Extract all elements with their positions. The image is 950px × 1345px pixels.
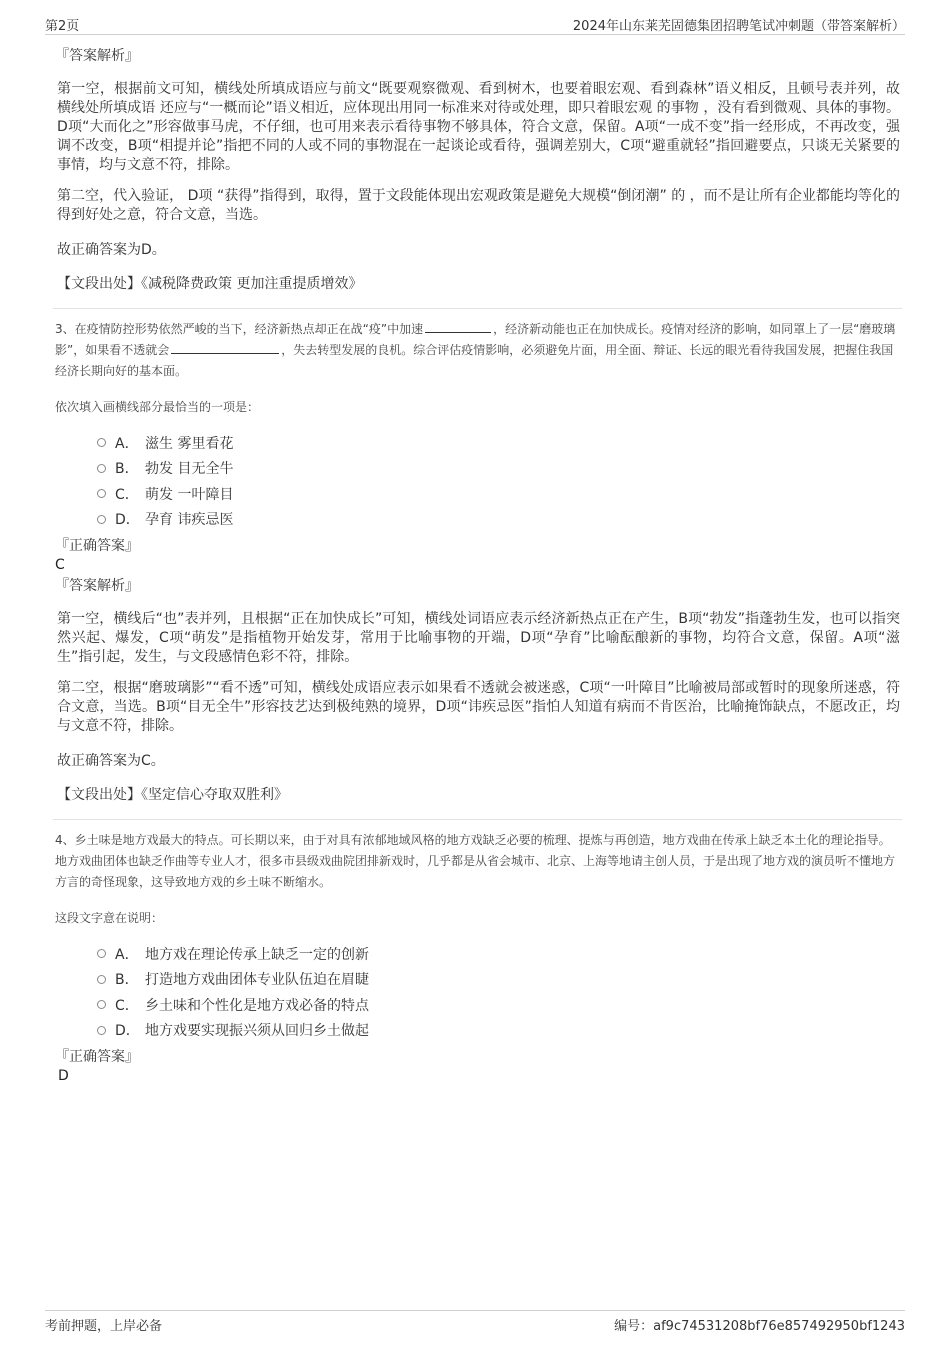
option-text: 滋生 雾里看花 [145, 435, 234, 452]
q4-option-a[interactable] [97, 941, 900, 967]
document-title: 2024年山东莱芜固德集团招聘笔试冲刺题（带答案解析） [572, 19, 905, 34]
option-text: 打造地方戏曲团体专业队伍迫在眉睫 [145, 972, 369, 989]
option-text: 乡土味和个性化是地方戏必备的特点 [145, 997, 369, 1014]
option-letter: A． [115, 946, 139, 963]
q2-conclusion: 故正确答案为D。 [57, 242, 166, 258]
q4-answer-label: 『正确答案』 [55, 1049, 139, 1065]
q4-option-c[interactable] [97, 992, 900, 1018]
q3-source: 【文段出处】《坚定信心夺取双胜利》 [57, 787, 288, 803]
q3-option-d[interactable] [97, 507, 900, 533]
option-letter: C． [115, 486, 139, 503]
footer-slogan: 考前押题，上岸必备 [45, 1319, 163, 1334]
footer-code-label: 编号： [614, 1319, 654, 1334]
q3-analysis-para1: 第一空，横线后“也”表并列，且根据“正在加快成长”可知，横线处词语应表示经济新热点正在产生，B项“勃发”指蓬勃生发，也可以指突然兴起、爆发，C项“萌发”是指植物开始发芽，常用于比喻事物的开端，D项“孕育”比喻酝酿新的事物，均符合文意，保留。A项“滋生”指引起，发生，与文段感情色彩不符，排除。 [57, 611, 900, 665]
option-letter: B． [115, 461, 139, 478]
q2-analysis-para2: 第二空，代入验证， D项 “获得”指得到，取得，置于文段能体现出宏观政策是避免大规模“倒闭潮” 的 ，而不是让所有企业都能均等化的得到好处之意，符合文意，当选。 [57, 188, 900, 223]
q3-analysis-label: 『答案解析』 [55, 578, 139, 594]
q3-answer-label: 『正确答案』 [55, 538, 139, 554]
q3-option-c[interactable] [97, 481, 900, 507]
option-text: 地方戏要实现振兴须从回归乡土做起 [145, 1023, 369, 1040]
q3-analysis-para2: 第二空，根据“磨玻璃影”“看不透”可知，横线处成语应表示如果看不透就会被迷惑，C项“一叶障目”比喻被局部或暂时的现象所迷惑，符合文意，当选。B项“目无全牛”形容技艺达到极纯熟的境界，D项“讳疾忌医”指怕人知道有病而不肯医治，比喻掩饰缺点，不愿改正，均与文意不符，排除。 [57, 680, 900, 734]
radio-icon[interactable] [97, 515, 106, 524]
q3-options [55, 430, 900, 532]
radio-icon[interactable] [97, 489, 106, 498]
document-body [55, 46, 900, 1085]
q4-option-b[interactable] [97, 967, 900, 993]
q4-prompt: 这段文字意在说明： [55, 911, 164, 925]
q4-answer: D [58, 1068, 69, 1084]
q3-conclusion: 故正确答案为C。 [57, 753, 165, 769]
page-header [45, 12, 905, 35]
radio-icon[interactable] [97, 949, 106, 958]
q3-stem [55, 319, 900, 382]
option-text: 勃发 目无全牛 [145, 461, 234, 478]
option-text: 萌发 一叶障目 [145, 486, 234, 503]
radio-icon[interactable] [97, 438, 106, 447]
q2-analysis-label: 『答案解析』 [55, 48, 139, 64]
option-letter: D． [115, 1023, 140, 1040]
radio-icon[interactable] [97, 1000, 106, 1009]
q4-stem: 4、乡土味是地方戏最大的特点。可长期以来，由于对具有浓郁地域风格的地方戏缺乏必要的梳理、提炼与再创造，地方戏曲在传承上缺乏本土化的理论指导。地方戏曲团体也缺乏作曲等专业人才，很多市县级戏曲院团排新戏时，几乎都是从省会城市、北京、上海等地请主创人员，于是出现了地方戏的演员听不懂地方方言的奇怪现象，这导致地方戏的乡土味不断缩水。 [55, 833, 896, 889]
option-letter: B． [115, 972, 139, 989]
footer-code-value: af9c74531208bf76e857492950bf1243 [653, 1319, 905, 1334]
radio-icon[interactable] [97, 464, 106, 473]
q4-options [55, 941, 900, 1043]
q4-option-d[interactable] [97, 1018, 900, 1044]
q3-stem-part2: ，经济新动能也正在加快成长。疫情对经济的影响，如同罩上了一层“磨玻璃影”，如果看不透就会 [55, 322, 896, 357]
footer-code [614, 1315, 905, 1334]
page-footer [45, 1310, 905, 1333]
q3-stem-part1: 3、在疫情防控形势依然严峻的当下，经济新热点却正在战“疫”中加速 [55, 322, 424, 336]
q3-prompt: 依次填入画横线部分最恰当的一项是： [55, 400, 260, 414]
q3-option-b[interactable] [97, 456, 900, 482]
q2-source: 【文段出处】《减税降费政策 更加注重提质增效》 [57, 276, 363, 292]
q2-analysis-para1: 第一空，根据前文可知，横线处所填成语应与前文“既要观察微观、看到树木，也要着眼宏观、看到森林”语义相反，且顿号表并列，故 横线处所填成语 还应与“一概而论”语义相近，应体现出用同一标准来对待或处理，即只着眼宏观 的事物 ，没有看到微观、具体的事物。D项“大而化之”形容做事马虎，不仔细，也可用来表示看待事物不够具体，符合文意，保留。A项“一成不变”指一经形成，不再改变，强调不改变，B项“相提并论”指把不同的人或不同的事物混在一起谈论或看待，强调差别大，C项“避重就轻”指回避要点，只谈无关紧要的事情，均与文意不符，排除。 [57, 81, 900, 173]
divider [53, 308, 902, 309]
radio-icon[interactable] [97, 1026, 106, 1035]
q3-blank-2 [171, 341, 279, 354]
option-letter: C． [115, 997, 139, 1014]
option-text: 地方戏在理论传承上缺乏一定的创新 [145, 946, 369, 963]
option-letter: A． [115, 435, 139, 452]
q3-option-a[interactable] [97, 430, 900, 456]
page-number: 第2页 [45, 19, 80, 34]
q3-stem-part3: ，失去转型发展的良机。综合评估疫情影响，必须避免片面，用全面、辩证、长远的眼光看待我国发展，把握住我国经济长期向好的基本面。 [55, 343, 894, 378]
radio-icon[interactable] [97, 975, 106, 984]
q3-blank-1 [425, 320, 491, 333]
option-text: 孕育 讳疾忌医 [145, 512, 234, 529]
option-letter: D． [115, 512, 140, 529]
divider [53, 819, 902, 820]
q3-answer: C [55, 557, 65, 573]
